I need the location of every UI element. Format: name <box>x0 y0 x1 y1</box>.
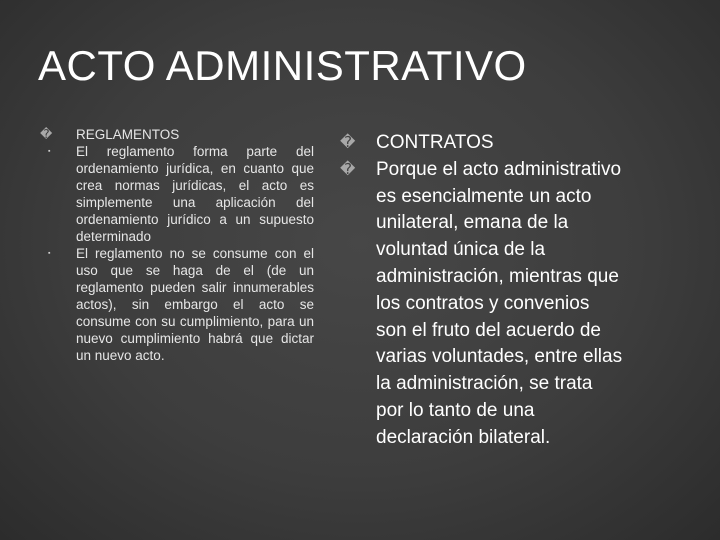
list-item <box>40 126 314 143</box>
square-bullet-icon: � <box>40 127 53 141</box>
dot-bullet-icon: ▪ <box>48 250 51 257</box>
list-item <box>40 245 314 364</box>
right-paragraph: Porque el acto administrativo es esencialmente un acto unilateral, emana de la voluntad única de la administración, mientras que los contratos y convenios son el fruto del acuerdo de varias voluntades, entre ellas la administración, se trata por lo tanto de una declaración bilateral. <box>376 158 623 448</box>
list-item <box>340 157 625 452</box>
list-item <box>340 130 625 157</box>
left-paragraph: El reglamento forma parte del ordenamiento jurídica, en cuanto que crea normas jurídicas, el acto es simplemente una aplicación del ordenamiento jurídico a un supuesto determinado <box>76 144 314 244</box>
left-paragraph: El reglamento no se consume con el uso que se haga de el (de un reglamento pueden salir innumerables actos), sin embargo el acto se consume con su cumplimiento, para un nuevo cumplimiento habrá que dictar un nuevo acto. <box>76 246 314 363</box>
slide-title: ACTO ADMINISTRATIVO <box>38 42 527 89</box>
right-column <box>340 130 625 452</box>
square-bullet-icon: � <box>340 134 356 151</box>
square-bullet-icon: � <box>340 160 356 178</box>
dot-bullet-icon: ▪ <box>48 148 51 155</box>
right-heading: CONTRATOS <box>376 132 494 153</box>
left-column <box>40 126 314 364</box>
list-item <box>40 143 314 245</box>
left-heading: REGLAMENTOS <box>76 127 180 142</box>
